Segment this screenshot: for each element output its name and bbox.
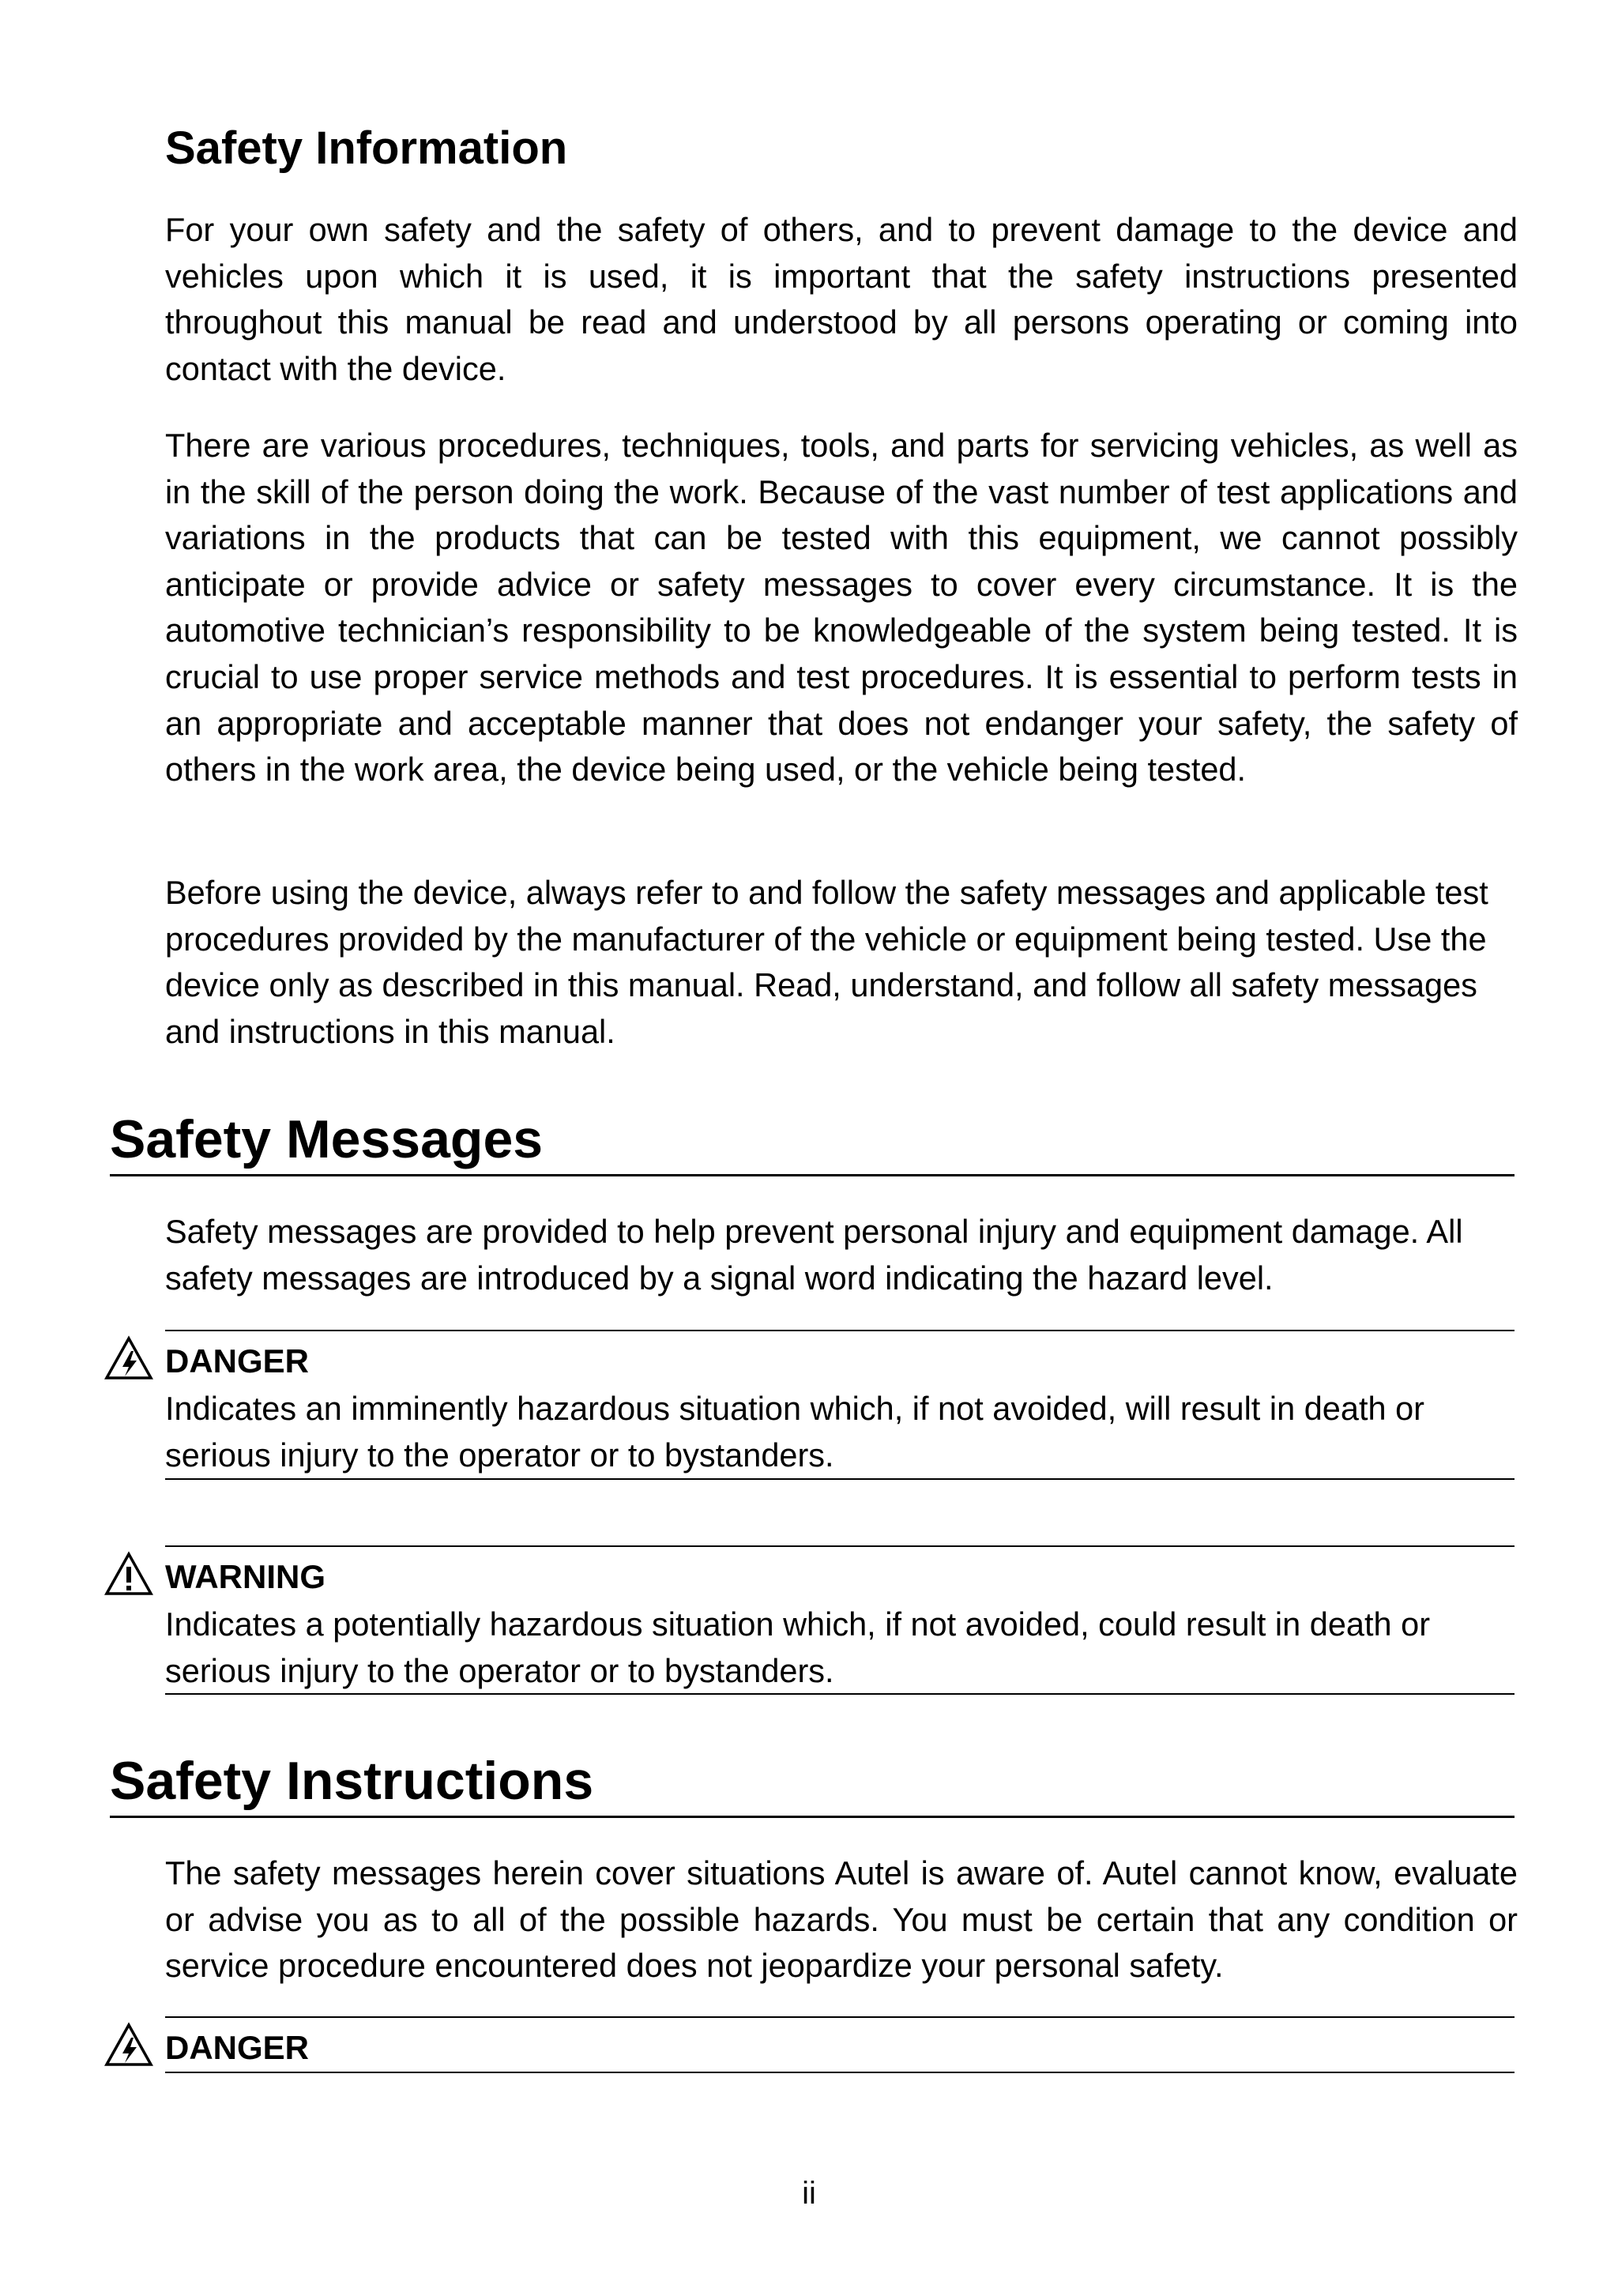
safety-messages-heading: Safety Messages bbox=[110, 1106, 1515, 1176]
warning-box-bottom-rule bbox=[165, 1693, 1515, 1695]
safety-information-paragraph-2: There are various procedures, techniques, tools, and parts for servicing vehicles, as well as in the skill of the person doing the work. Because of the vast number of test applications and variations in the products that can be tested with this equipment, we cannot possibly anticipate or provide advice or safety messages to cover every circumstance. It is the automotive technician’s responsibility to be knowledgeable of the system being tested. It is crucial to use proper service methods and test procedures. It is essential to perform tests in an appropriate and acceptable manner that does not endanger your safety, the safety of others in the work area, the device being used, or the vehicle being tested. bbox=[165, 427, 1518, 789]
danger-title: DANGER bbox=[165, 1342, 310, 1379]
warning-box-top-rule bbox=[165, 1545, 1515, 1547]
instructions-danger-title: DANGER bbox=[165, 2029, 310, 2066]
safety-instructions-heading: Safety Instructions bbox=[110, 1748, 1515, 1818]
safety-instructions-intro: The safety messages herein cover situations Autel is aware of. Autel cannot know, evaluate or advise you as to all of the possible hazards. You must be certain that any condition or service procedure encountered does not jeopardize your personal safety. bbox=[165, 1854, 1518, 1985]
danger-box-top-rule bbox=[165, 1330, 1515, 1331]
danger-icon bbox=[103, 2022, 154, 2068]
danger-description: Indicates an imminently hazardous situation which, if not avoided, will result in death or serious injury to the operator or to bystanders. bbox=[165, 1390, 1424, 1474]
safety-information-heading: Safety Information bbox=[165, 122, 568, 174]
danger-box-bottom-rule bbox=[165, 1478, 1515, 1480]
warning-icon bbox=[103, 1551, 154, 1597]
page-number: ii bbox=[802, 2176, 816, 2211]
safety-information-paragraph-3: Before using the device, always refer to and follow the safety messages and applicable test procedures provided by the manufacturer of the vehicle or equipment being tested. Use the device only as described in this manual. Read, understand, and follow all safety messages and instructions in this manual. bbox=[165, 874, 1488, 1050]
danger-icon bbox=[103, 1335, 154, 1381]
safety-information-paragraph-1: For your own safety and the safety of others, and to prevent damage to the device and vehicles upon which it is used, it is important that the safety instructions presented throughout this manual be read and understood by all persons operating or coming into contact with the device. bbox=[165, 211, 1518, 387]
instructions-danger-bottom-rule bbox=[165, 2072, 1515, 2073]
instructions-danger-top-rule bbox=[165, 2016, 1515, 2018]
warning-title: WARNING bbox=[165, 1558, 325, 1595]
safety-messages-intro: Safety messages are provided to help prevent personal injury and equipment damage. All safety messages are introduced by a signal word indicating the hazard level. bbox=[165, 1213, 1463, 1297]
warning-description: Indicates a potentially hazardous situation which, if not avoided, could result in death or serious injury to the operator or to bystanders. bbox=[165, 1605, 1431, 1689]
